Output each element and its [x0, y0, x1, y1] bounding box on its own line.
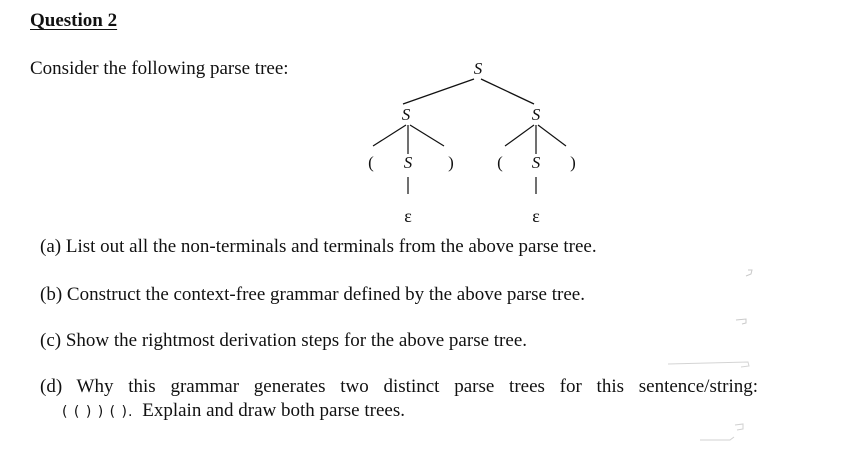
tree-node-root: S	[473, 59, 483, 78]
target-string: ( ( ) ) ( ).	[62, 404, 134, 420]
scan-mark-1	[746, 270, 752, 276]
part-d-line1: (d) Why this grammar generates two distinct parse trees for this sentence/string:	[40, 376, 758, 397]
tree-leaf-left-close: )	[448, 153, 454, 172]
question-intro: Consider the following parse tree:	[30, 58, 289, 79]
tree-leaf-right-epsilon: ε	[532, 206, 540, 226]
scan-mark-3	[668, 362, 749, 367]
tree-node-right: S	[531, 105, 541, 124]
part-b: (b) Construct the context-free grammar defined by the above parse tree.	[40, 284, 585, 305]
tree-leaf-left-open: (	[368, 153, 374, 172]
part-a: (a) List out all the non-terminals and terminals from the above parse tree.	[40, 236, 597, 257]
tree-leaf-right-open: (	[497, 153, 503, 172]
tree-node-right-inner: S	[531, 153, 541, 172]
scan-mark-4	[700, 424, 743, 440]
part-d-instruction: Explain and draw both parse trees.	[142, 400, 405, 421]
question-heading: Question 2	[30, 10, 118, 31]
tree-node-left-inner: S	[403, 153, 413, 172]
tree-node-left: S	[401, 105, 411, 124]
part-c: (c) Show the rightmost derivation steps for the above parse tree.	[40, 330, 527, 351]
tree-leaf-right-close: )	[570, 153, 576, 172]
scan-mark-2	[736, 319, 746, 324]
tree-leaf-left-epsilon: ε	[404, 206, 412, 226]
